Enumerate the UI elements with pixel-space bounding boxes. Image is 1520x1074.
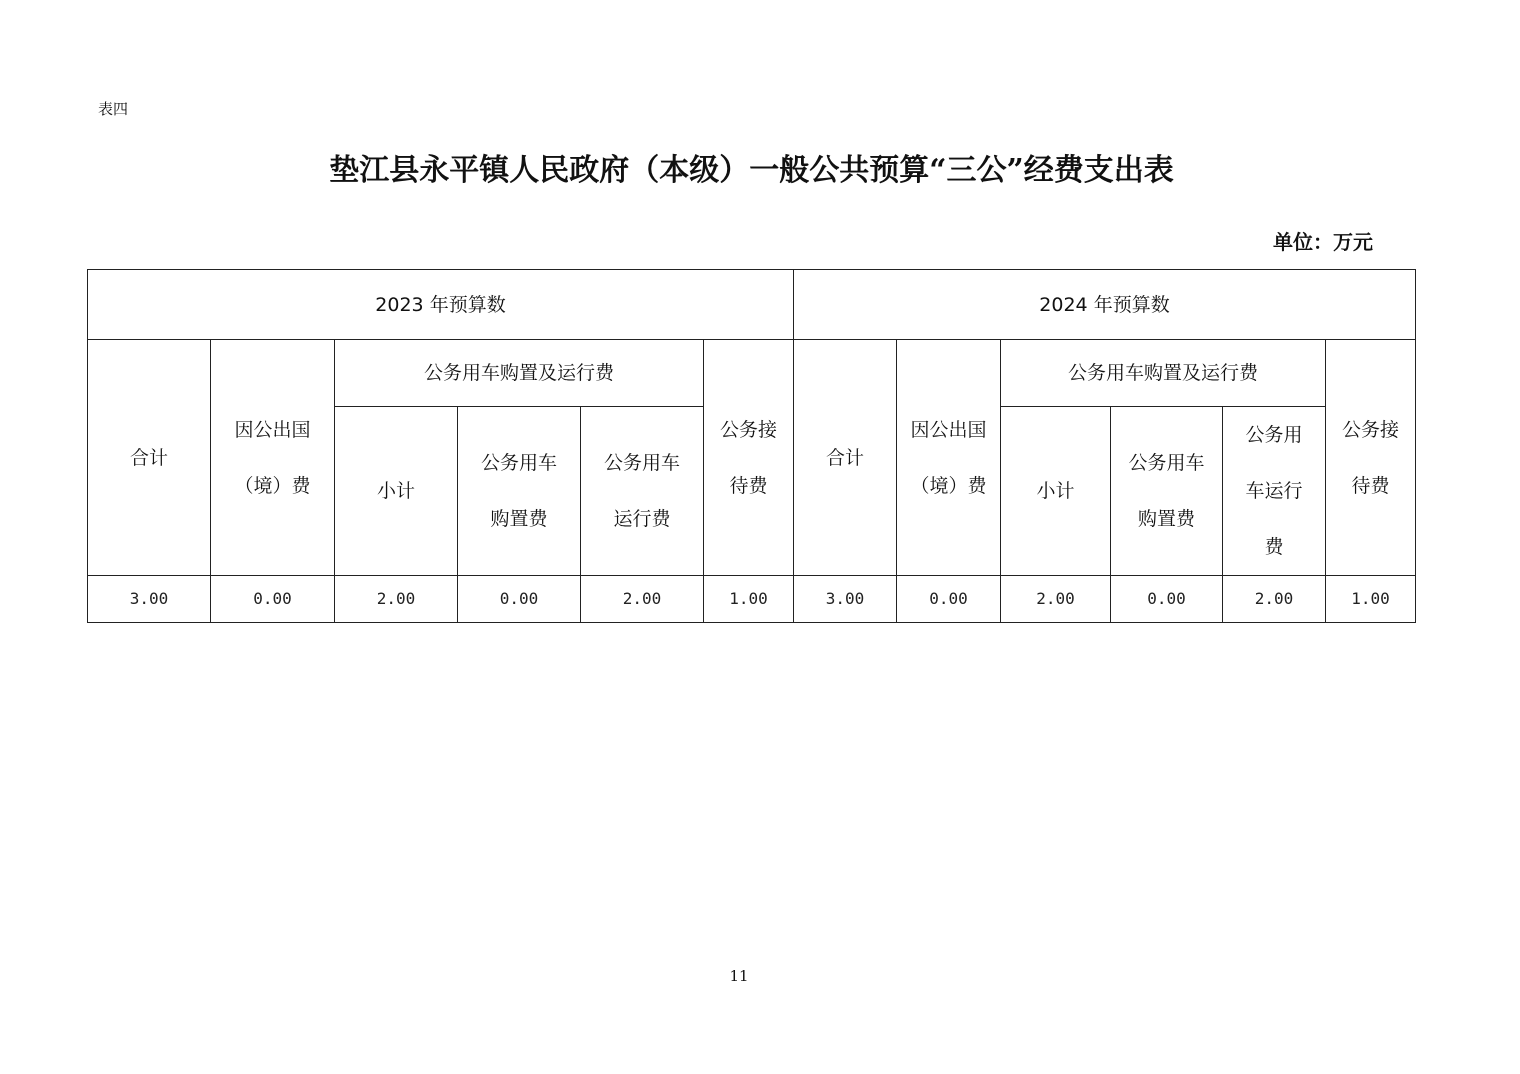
table-label: 表四 [98, 100, 129, 118]
document-title: 垫江县永平镇人民政府（本级）一般公共预算“三公”经费支出表 [329, 153, 1174, 188]
cell-2023-total: 3.00 [88, 576, 211, 623]
page-number: 11 [729, 967, 749, 985]
header-2023-budget: 2023 年预算数 [88, 270, 794, 340]
header-2023-operation: 公务用车运行费 [581, 407, 704, 576]
header-2024-subtotal: 小计 [1001, 407, 1111, 576]
cell-2024-subtotal: 2.00 [1001, 576, 1111, 623]
header-2023-reception: 公务接待费 [704, 340, 794, 576]
cell-2024-reception: 1.00 [1326, 576, 1416, 623]
cell-2023-operation: 2.00 [581, 576, 704, 623]
header-2023-subtotal: 小计 [335, 407, 458, 576]
header-2024-purchase: 公务用车购置费 [1111, 407, 1223, 576]
header-2023-vehicle-group: 公务用车购置及运行费 [335, 340, 704, 407]
cell-2023-reception: 1.00 [704, 576, 794, 623]
cell-2023-abroad: 0.00 [211, 576, 335, 623]
header-2023-abroad: 因公出国（境）费 [211, 340, 335, 576]
header-2024-budget: 2024 年预算数 [794, 270, 1416, 340]
header-2024-total: 合计 [794, 340, 897, 576]
header-2024-operation: 公务用车运行费 [1223, 407, 1326, 576]
cell-2024-abroad: 0.00 [897, 576, 1001, 623]
header-2023-total: 合计 [88, 340, 211, 576]
header-2024-abroad: 因公出国（境）费 [897, 340, 1001, 576]
cell-2024-purchase: 0.00 [1111, 576, 1223, 623]
header-2023-purchase: 公务用车购置费 [458, 407, 581, 576]
cell-2023-subtotal: 2.00 [335, 576, 458, 623]
three-public-expenses-table [87, 269, 1416, 623]
cell-2023-purchase: 0.00 [458, 576, 581, 623]
header-2024-vehicle-group: 公务用车购置及运行费 [1001, 340, 1326, 407]
header-2024-reception: 公务接待费 [1326, 340, 1416, 576]
cell-2024-operation: 2.00 [1223, 576, 1326, 623]
cell-2024-total: 3.00 [794, 576, 897, 623]
unit-label: 单位：万元 [1273, 230, 1373, 254]
